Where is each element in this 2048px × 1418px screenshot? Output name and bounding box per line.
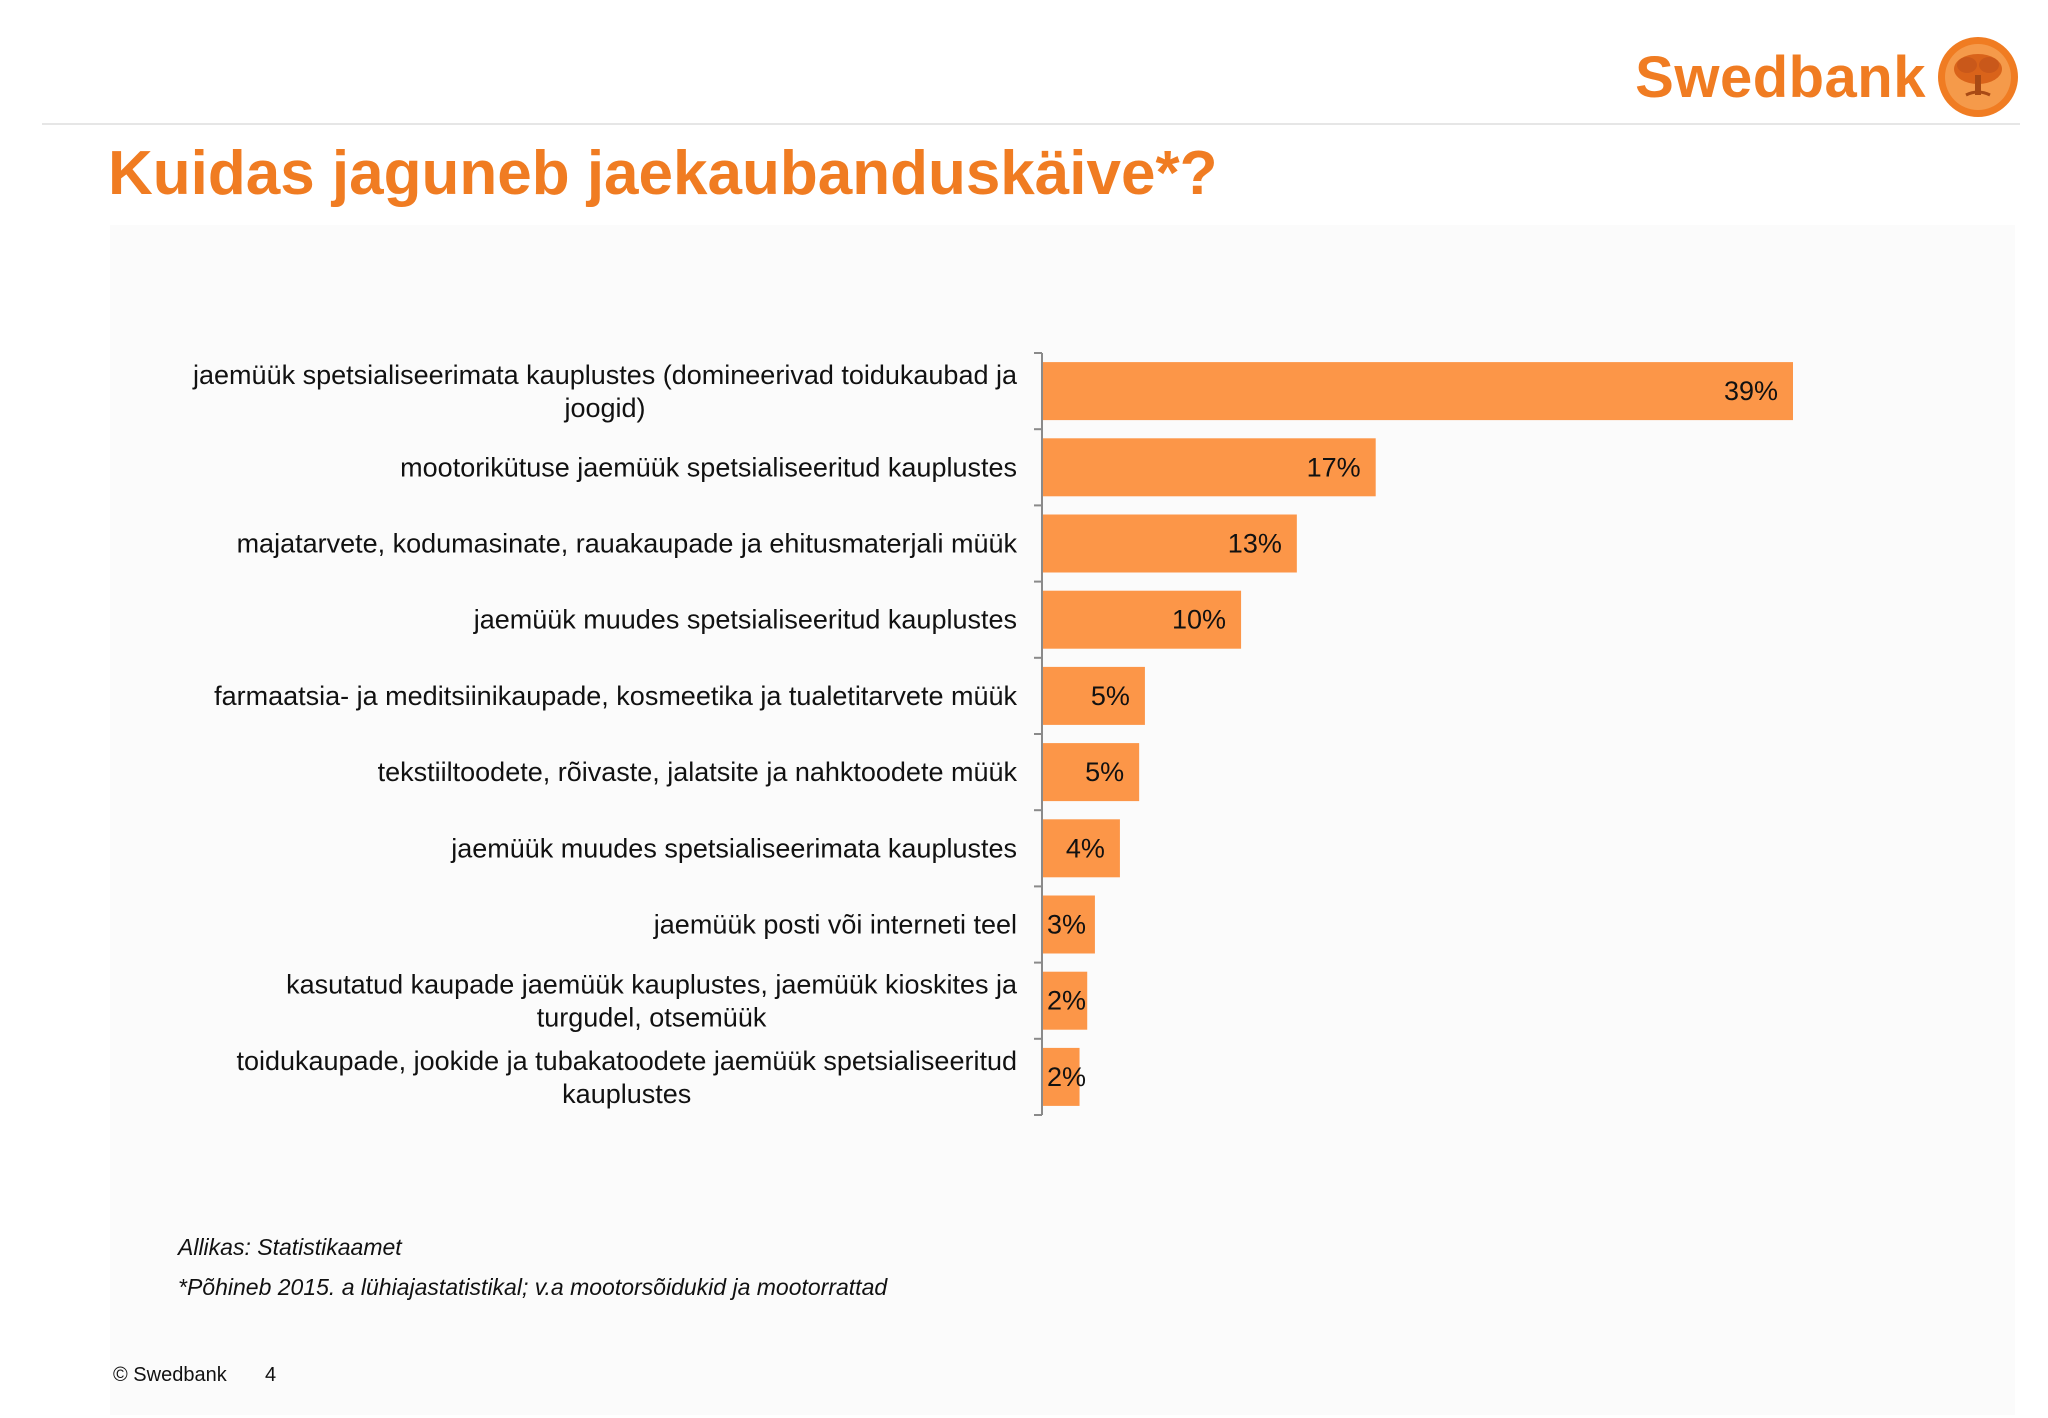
page-number: 4 — [265, 1364, 277, 1386]
copyright: © Swedbank — [113, 1364, 227, 1386]
category-label: tekstiiltoodete, rõivaste, jalatsite ja nahktoodete müük — [377, 757, 1017, 788]
category-label: jaemüük spetsialiseerimata kauplustes (domineerivad toidukaubad ja — [193, 360, 1017, 391]
data-label: 3% — [1046, 909, 1086, 940]
data-label: 2% — [1046, 1061, 1086, 1092]
source-note: Allikas: Statistikaamet — [178, 1234, 402, 1260]
data-label: 2% — [1046, 985, 1086, 1016]
category-label: majatarvete, kodumasinate, rauakaupade ja ehitusmaterjali müük — [236, 528, 1017, 559]
data-label: 10% — [1172, 604, 1227, 635]
category-label: farmaatsia- ja meditsiinikaupade, kosmeetika ja tualetitarvete müük — [214, 680, 1017, 711]
data-label: 5% — [1090, 680, 1130, 711]
category-label: jaemüük muudes spetsialiseerimata kauplustes — [451, 833, 1017, 864]
category-label: kauplustes — [562, 1078, 692, 1109]
page-title: Kuidas jaguneb jaekaubanduskäive*? — [108, 139, 1218, 208]
category-label: jaemüük muudes spetsialiseeritud kauplustes — [473, 604, 1017, 635]
logo-wordmark: Swedbank — [1635, 44, 1926, 110]
data-label: 13% — [1227, 528, 1282, 559]
category-label: mootorikütuse jaemüük spetsialiseeritud kauplustes — [400, 452, 1017, 483]
category-label: kasutatud kaupade jaemüük kauplustes, jaemüük kioskites ja — [286, 969, 1017, 1000]
bar — [1043, 362, 1793, 420]
category-label: jaemüük posti või interneti teel — [653, 909, 1017, 940]
data-label: 5% — [1085, 757, 1125, 788]
data-label: 4% — [1065, 833, 1105, 864]
category-label: turgudel, otsemüük — [536, 1002, 767, 1033]
category-label: toidukaupade, jookide ja tubakatoodete jaemüük spetsialiseeritud — [236, 1045, 1017, 1076]
data-label: 17% — [1306, 452, 1361, 483]
data-label: 39% — [1723, 376, 1778, 407]
footnote: *Põhineb 2015. a lühiajastatistikal; v.a mootorsõidukid ja mootorrattad — [178, 1274, 888, 1300]
category-label: joogid) — [564, 393, 646, 424]
